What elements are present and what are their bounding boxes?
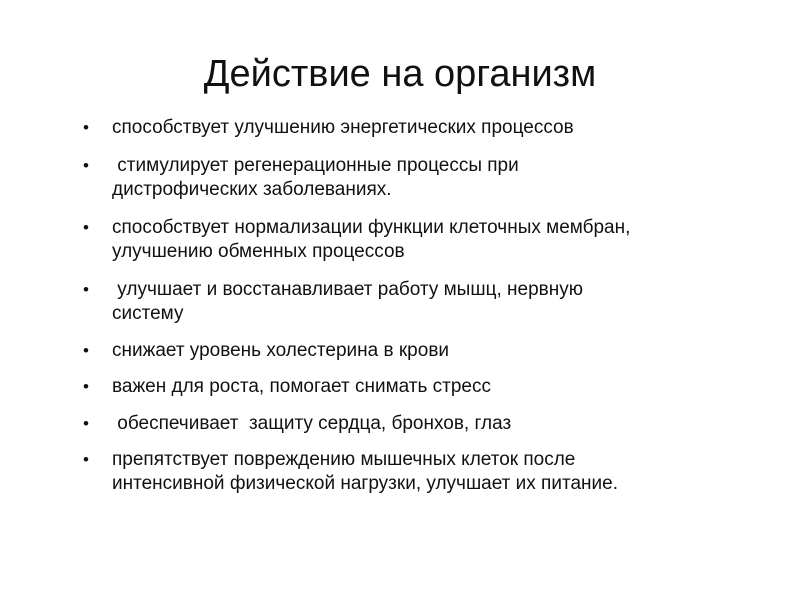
slide-title: Действие на организм	[203, 53, 597, 95]
bullet-item-7: • обеспечивает защиту сердца, бронхов, глаз	[80, 412, 740, 436]
bullet-list	[80, 116, 740, 496]
bullet-item-3: • способствует нормализации функции клеточных мембран, улучшению обменных процессов	[80, 216, 740, 264]
bullet-item-1: • способствует улучшению энергетических процессов	[80, 116, 740, 140]
bullet-item-5: • снижает уровень холестерина в крови	[80, 339, 740, 363]
bullet-item-2: • стимулирует регенерационные процессы при дистрофических заболеваниях.	[80, 154, 740, 202]
bullet-item-6: • важен для роста, помогает снимать стресс	[80, 375, 740, 399]
bullet-item-4: • улучшает и восстанавливает работу мышц, нервную систему	[80, 278, 740, 326]
bullet-item-8: • препятствует повреждению мышечных клеток после интенсивной физической нагрузки, улучшает их питание.	[80, 448, 740, 496]
